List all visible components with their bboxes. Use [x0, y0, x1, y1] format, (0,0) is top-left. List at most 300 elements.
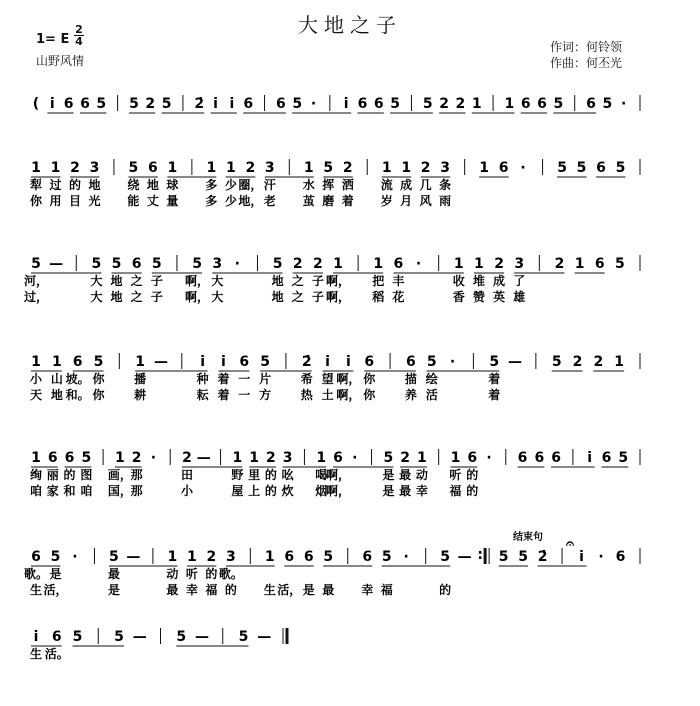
note-number: 2 [266, 450, 276, 466]
note-number: 5 [576, 160, 587, 176]
lyric-verse-1: 丽 [46, 468, 59, 482]
note-number: 6 [393, 256, 404, 272]
note-number: i̇ [587, 450, 593, 466]
note-number: 6 [131, 256, 142, 272]
lyric-verse-1: 动 [415, 468, 428, 482]
note-number: 6 [594, 256, 605, 272]
lyric-verse-1: 播 [134, 372, 147, 386]
lyric-verse-1: 挥 [322, 178, 335, 192]
lyric-verse-1: 啊， [336, 372, 361, 386]
note-number: 2 [182, 450, 192, 466]
note-number: 6 [333, 450, 343, 466]
note-number: 5 [111, 256, 122, 272]
augmentation-dot: · [352, 450, 358, 466]
lyric-verse-1: 歌。 [218, 567, 243, 581]
note-number: 5 [551, 354, 562, 370]
lyric-verse-2: 目 [68, 194, 81, 208]
lyric-verse-2: 大 [211, 290, 224, 304]
note-number: 1 [381, 160, 392, 176]
note-number: i̇ [579, 549, 584, 565]
lyric-verse-2: 多 [205, 194, 218, 208]
note-number: 1 [31, 450, 41, 466]
augmentation-dot: · [520, 160, 526, 176]
note-number: 6 [284, 549, 295, 565]
lyric-verse-1: 田 [180, 468, 194, 482]
lyric-verse-1: 是 [49, 567, 62, 581]
note-number: 3 [264, 160, 275, 176]
lyric-verse-1: 啊， [325, 274, 351, 288]
note-number: 5 [602, 96, 613, 112]
note-number: 6 [47, 450, 58, 466]
note-number: 6 [148, 160, 158, 176]
note-number: i̇ [346, 354, 351, 370]
note-number: 5 [81, 450, 92, 466]
dash-extension: — [196, 450, 211, 466]
note-number: 2 [292, 256, 303, 272]
lyric-verse-1: 地 [271, 274, 284, 288]
note-number: 2 [554, 256, 565, 272]
note-number: 2 [572, 354, 583, 370]
lyric-verse-1: 动 [166, 567, 179, 581]
note-number: 1 [31, 160, 41, 176]
lyric-verse-2: 地， [238, 194, 263, 208]
note-number: 1 [614, 354, 625, 370]
lyric-verse-2: 是 [302, 583, 315, 597]
lyric-verse-1: 的 [466, 468, 479, 482]
lyric-verse-2: 的 [264, 484, 277, 498]
lyric-verse-2: 的 [466, 484, 479, 498]
note-number: 5 [422, 96, 433, 112]
key-signature: 1= E [36, 32, 70, 47]
note-number: 1 [333, 256, 343, 272]
augmentation-dot: · [415, 256, 422, 272]
note-number: 2 [439, 96, 449, 112]
note-number: 5 [50, 549, 61, 565]
lyric-verse-1: 绚 [29, 468, 43, 482]
note-number: 3 [89, 160, 100, 176]
lyric-verse-1: 最 [107, 567, 120, 581]
dash-extension: — [508, 354, 523, 370]
note-number: 1 [373, 256, 384, 272]
lyric-verse-1: 几 [419, 178, 432, 192]
lyric-verse-1: 歌。 [23, 567, 49, 581]
note-number: i̇ [33, 629, 39, 645]
note-number: 2 [400, 450, 410, 466]
lyric-verse-2: 咱 [80, 484, 93, 498]
note-number: 5 [128, 160, 139, 176]
note-number: 3 [440, 160, 451, 176]
lyric-verse-2: 天 [29, 388, 43, 402]
note-number: 5 [176, 629, 187, 645]
note-number: i̇ [343, 96, 349, 112]
lyric-verse-2: 着 [488, 388, 501, 402]
lyric-verse-2: 月 [400, 194, 413, 208]
dash-extension: — [126, 549, 141, 565]
lyric-verse-1: 你 [92, 372, 105, 386]
note-number: i̇ [325, 354, 330, 370]
augmentation-dot: · [486, 450, 492, 466]
note-number: 1 [232, 450, 243, 466]
note-number: 2̇ [301, 354, 312, 370]
lyric-verse-2: 是 [382, 484, 395, 498]
note-number: 5 [489, 354, 500, 370]
lyric-verse-2: 家 [46, 484, 59, 498]
lyric-verse-1: 最 [399, 468, 412, 482]
lyric-verse-2: 啊， [325, 290, 351, 304]
lyric-verse-1: 的 [63, 468, 76, 482]
note-number: 1 [450, 450, 461, 466]
note-number: 1 [471, 96, 482, 112]
note-number: 5 [440, 549, 451, 565]
lyric-verse-1: 球 [166, 178, 179, 192]
note-number: 6 [586, 96, 596, 112]
lyric-verse-2: 雄 [513, 290, 526, 304]
note-number: 5 [498, 549, 509, 565]
lyric-verse-1: 之 [130, 274, 143, 288]
note-number: 6 [362, 549, 373, 565]
note-number: 5 [390, 96, 401, 112]
note-number: 1 [453, 256, 464, 272]
lyric-verse-2: 赞 [472, 290, 485, 304]
lyric-verse-1: 把 [372, 274, 385, 288]
lyric-verse-1: 啊， [325, 468, 351, 482]
note-number: 1 [303, 160, 314, 176]
lyric-verse-1: 生 [29, 647, 43, 661]
note-number: 2 [342, 160, 353, 176]
note-number: i̇ [200, 354, 206, 370]
note-number: 3 [225, 549, 236, 565]
augmentation-dot: · [621, 96, 627, 112]
lyric-verse-2: 福 [380, 583, 393, 597]
lyric-verse-2: 活， [277, 583, 302, 597]
note-number: 6 [551, 450, 561, 466]
lyric-verse-1: 着 [217, 372, 230, 386]
note-number: 5 [96, 96, 107, 112]
lyric-verse-1: 野 [231, 468, 244, 482]
note-number: 1 [479, 160, 490, 176]
note-number: 2 [494, 256, 504, 272]
note-number: 5 [161, 96, 172, 112]
note-number: 2 [70, 160, 80, 176]
note-number: 5 [109, 549, 119, 565]
note-number: 1 [135, 354, 146, 370]
dash-extension: — [153, 354, 168, 370]
note-number: 5 [426, 354, 437, 370]
lyric-verse-1: 活。 [44, 647, 69, 661]
lyric-verse-2: 啊， [185, 290, 210, 304]
lyric-verse-1: 的 [205, 567, 218, 581]
note-number: 3 [514, 256, 525, 272]
lyric-verse-1: 望 [321, 372, 334, 386]
note-number: 2 [131, 450, 142, 466]
lyric-verse-2: 地 [50, 388, 63, 402]
note-number: 5 [114, 629, 124, 645]
lyricist-credit: 作词：何铃领 [550, 40, 623, 54]
lyric-verse-1: 汗 [263, 178, 276, 192]
lyric-verse-2: 炊 [281, 484, 294, 498]
note-number: 1 [31, 354, 41, 370]
lyric-verse-2: 老 [263, 194, 276, 208]
note-number: 1 [264, 549, 275, 565]
lyric-verse-2: 香 [452, 290, 465, 304]
note-number: 6 [51, 629, 62, 645]
ending-label: 结束句 [513, 532, 543, 543]
note-number: 5 [72, 629, 83, 645]
note-number: 6 [243, 96, 254, 112]
lyric-verse-1: 那 [130, 468, 143, 482]
lyric-verse-1: 描 [404, 372, 417, 386]
lyric-verse-1: 片 [259, 372, 272, 386]
note-number: 2 [455, 96, 466, 112]
lyric-verse-1: 收 [452, 274, 465, 288]
note-number: 6 [534, 450, 545, 466]
lyric-verse-2: 子 [311, 290, 324, 304]
lyric-verse-2: 咱 [29, 484, 43, 498]
lyric-verse-1: 了 [513, 274, 526, 288]
lyric-verse-2: 烟 [315, 484, 328, 498]
lyric-verse-1: 水 [302, 178, 315, 192]
note-number: 1 [51, 354, 62, 370]
note-number: 6 [275, 96, 286, 112]
augmentation-dot: · [150, 450, 157, 466]
note-number: 6 [467, 450, 478, 466]
lyric-verse-1: 大 [90, 274, 103, 288]
lyric-verse-1: 种 [196, 372, 209, 386]
note-number: 5 [260, 354, 270, 370]
lyric-verse-2: 能 [127, 194, 140, 208]
lyric-verse-1: 一 [238, 372, 251, 386]
lyric-verse-1: 绘 [425, 372, 438, 386]
lyric-verse-2: 一 [238, 388, 251, 402]
lyric-verse-2: 那 [130, 484, 143, 498]
lyric-verse-1: 喝 [315, 468, 328, 482]
note-number: 5 [272, 256, 283, 272]
note-number: 2 [312, 256, 323, 272]
note-number: 2 [420, 160, 431, 176]
note-number: 6 [31, 549, 41, 565]
lyric-verse-2: 之 [130, 290, 143, 304]
lyric-verse-2: 热 [300, 388, 313, 402]
note-number: 6 [406, 354, 416, 370]
dash-extension: — [132, 629, 147, 645]
lyric-verse-1: 小 [29, 372, 43, 386]
note-number: 1 [249, 450, 259, 466]
song-title: 大地之子 [298, 13, 402, 37]
lyric-verse-2: 是 [107, 583, 120, 597]
lyric-verse-1: 你 [363, 372, 376, 386]
lyric-verse-2: 耕 [134, 388, 147, 402]
note-number: 1 [225, 160, 236, 176]
lyric-verse-2: 岁 [380, 194, 393, 208]
lyric-verse-2: 最 [322, 583, 335, 597]
lyric-verse-2: 国， [107, 484, 132, 498]
lyric-verse-1: 子 [311, 274, 324, 288]
note-number: 1 [186, 549, 197, 565]
lyric-verse-1: 过 [49, 178, 62, 192]
note-number: 5 [323, 160, 334, 176]
fermata-mark: 𝄐 [566, 536, 574, 552]
lyric-verse-1: 之 [291, 274, 304, 288]
lyric-verse-1: 听 [185, 567, 198, 581]
note-number: i̇ [213, 96, 218, 112]
lyric-verse-2: 用 [49, 194, 62, 208]
note-number: 6 [364, 354, 375, 370]
lyric-verse-1: 吆 [281, 468, 294, 482]
repeat-dots: : [477, 547, 483, 563]
note-number: 5 [615, 160, 626, 176]
composer-credit: 作曲：何丕光 [550, 56, 623, 70]
augmentation-dot: · [72, 549, 78, 565]
lyric-verse-2: 着 [217, 388, 230, 402]
lyric-verse-2: 你 [92, 388, 105, 402]
lyric-verse-1: 地 [146, 178, 159, 192]
note-number: i̇ [49, 96, 55, 112]
lyric-verse-2: 幸 [185, 583, 198, 597]
note-number: 6 [239, 354, 250, 370]
lyric-verse-1: 少 [224, 178, 237, 192]
note-number: 5 [553, 96, 564, 112]
lyric-verse-1: 地 [110, 274, 123, 288]
augmentation-dot: · [598, 549, 604, 565]
lyric-verse-1: 流 [380, 178, 393, 192]
lyric-verse-1: 的 [68, 178, 81, 192]
lyric-verse-2: 耘 [196, 388, 209, 402]
note-number: 1 [206, 160, 217, 176]
lyric-verse-1: 大 [211, 274, 224, 288]
note-number: 1 [115, 450, 125, 466]
lyric-verse-2: 地 [271, 290, 284, 304]
note-number: 5 [383, 450, 394, 466]
lyric-verse-1: 图 [80, 468, 93, 482]
note-number: 5 [151, 256, 162, 272]
note-number: 2̇ [537, 549, 548, 565]
lyric-verse-2: 小 [180, 484, 194, 498]
lyric-verse-1: 啊， [185, 274, 210, 288]
lyric-verse-2: 啊， [325, 484, 351, 498]
note-number: 1 [574, 256, 585, 272]
dash-extension: — [257, 629, 272, 645]
lyric-verse-2: 你 [29, 194, 43, 208]
lyric-verse-1: 堆 [472, 274, 485, 288]
lyric-verse-1: 画， [107, 468, 132, 482]
lyric-verse-1: 希 [300, 372, 313, 386]
lyric-verse-2: 屋 [231, 484, 244, 498]
lyric-verse-2: 的 [439, 583, 452, 597]
lyric-verse-2: 光 [88, 194, 101, 208]
note-number: 1 [167, 160, 178, 176]
style-marking: 山野风情 [36, 54, 85, 68]
lyric-verse-2: 你 [363, 388, 376, 402]
lyric-verse-2: 方 [259, 388, 272, 402]
dash-extension: — [195, 629, 209, 645]
lyric-verse-1: 山 [50, 372, 63, 386]
lyric-verse-2: 养 [404, 388, 417, 402]
note-number: 5 [381, 549, 392, 565]
note-number: i̇ [229, 96, 235, 112]
note-number: 2 [593, 354, 604, 370]
note-number: 6 [537, 96, 547, 112]
note-number: 5 [91, 256, 102, 272]
note-number: 5 [557, 160, 567, 176]
note-number: 1 [474, 256, 484, 272]
lyric-verse-2: 和。 [65, 388, 90, 402]
lyric-verse-2: 活 [425, 388, 438, 402]
lyric-verse-1: 绕 [127, 178, 140, 192]
lyric-verse-2: 福 [449, 484, 462, 498]
note-number: 5 [93, 354, 104, 370]
note-number: 1 [401, 160, 412, 176]
lyric-verse-2: 大 [90, 290, 103, 304]
augmentation-dot: · [310, 96, 317, 112]
dash-extension: — [457, 549, 472, 565]
lyric-verse-2: 风 [419, 194, 432, 208]
lyric-verse-2: 幸 [361, 583, 374, 597]
lyric-verse-2: 茧 [302, 194, 315, 208]
lyric-verse-1: 子 [150, 274, 163, 288]
time-signature-top: 2 [75, 23, 83, 36]
lyric-verse-2: 啊， [336, 388, 361, 402]
lyric-verse-1: 着 [488, 372, 501, 386]
note-number: 5 [518, 549, 528, 565]
note-number: 2 [245, 160, 256, 176]
note-number: 6 [64, 450, 75, 466]
note-number: 1 [417, 450, 427, 466]
lyric-verse-2: 着 [341, 194, 354, 208]
lyric-verse-2: 稻 [372, 290, 385, 304]
note-number: 6 [520, 96, 531, 112]
lyric-verse-2: 福 [205, 583, 218, 597]
lyric-verse-2: 英 [493, 290, 506, 304]
note-number: 5 [129, 96, 139, 112]
note-number: 6 [601, 450, 612, 466]
lyric-verse-2: 活， [43, 583, 68, 597]
note-number: 1 [316, 450, 327, 466]
note-number: 3 [282, 450, 293, 466]
lyric-verse-2: 磨 [322, 194, 335, 208]
lyric-verse-2: 地 [110, 290, 123, 304]
note-number: 6 [498, 160, 509, 176]
lyric-verse-2: 土 [321, 388, 334, 402]
lyric-verse-1: 成 [493, 274, 506, 288]
lyric-verse-1: 圈， [238, 178, 263, 192]
time-signature-bottom: 4 [75, 35, 83, 48]
note-number: 2 [145, 96, 156, 112]
note-number: 1 [504, 96, 515, 112]
lyric-verse-2: 生 [29, 583, 43, 597]
dash-extension: — [49, 256, 64, 272]
augmentation-dot: · [403, 549, 409, 565]
lyric-verse-1: 坡。 [65, 372, 90, 386]
lyric-verse-2: 幸 [415, 484, 428, 498]
lyric-verse-2: 子 [150, 290, 163, 304]
note-number: 3 [212, 256, 223, 272]
lyric-verse-1: 洒 [341, 178, 354, 192]
lyric-verse-2: 最 [399, 484, 412, 498]
lyric-verse-2: 上 [248, 484, 261, 498]
lyric-verse-1: 的 [264, 468, 277, 482]
open-parenthesis: ( [32, 96, 40, 112]
note-number: 5 [323, 549, 334, 565]
note-number: 5 [192, 256, 202, 272]
lyric-verse-1: 多 [205, 178, 218, 192]
lyric-verse-2: 丈 [146, 194, 159, 208]
lyric-verse-1: 河， [23, 274, 49, 288]
lyric-verse-2: 过， [23, 290, 49, 304]
note-number: 6 [373, 96, 384, 112]
note-number: 5 [614, 256, 625, 272]
note-number: 5 [292, 96, 303, 112]
note-number: 6 [303, 549, 314, 565]
